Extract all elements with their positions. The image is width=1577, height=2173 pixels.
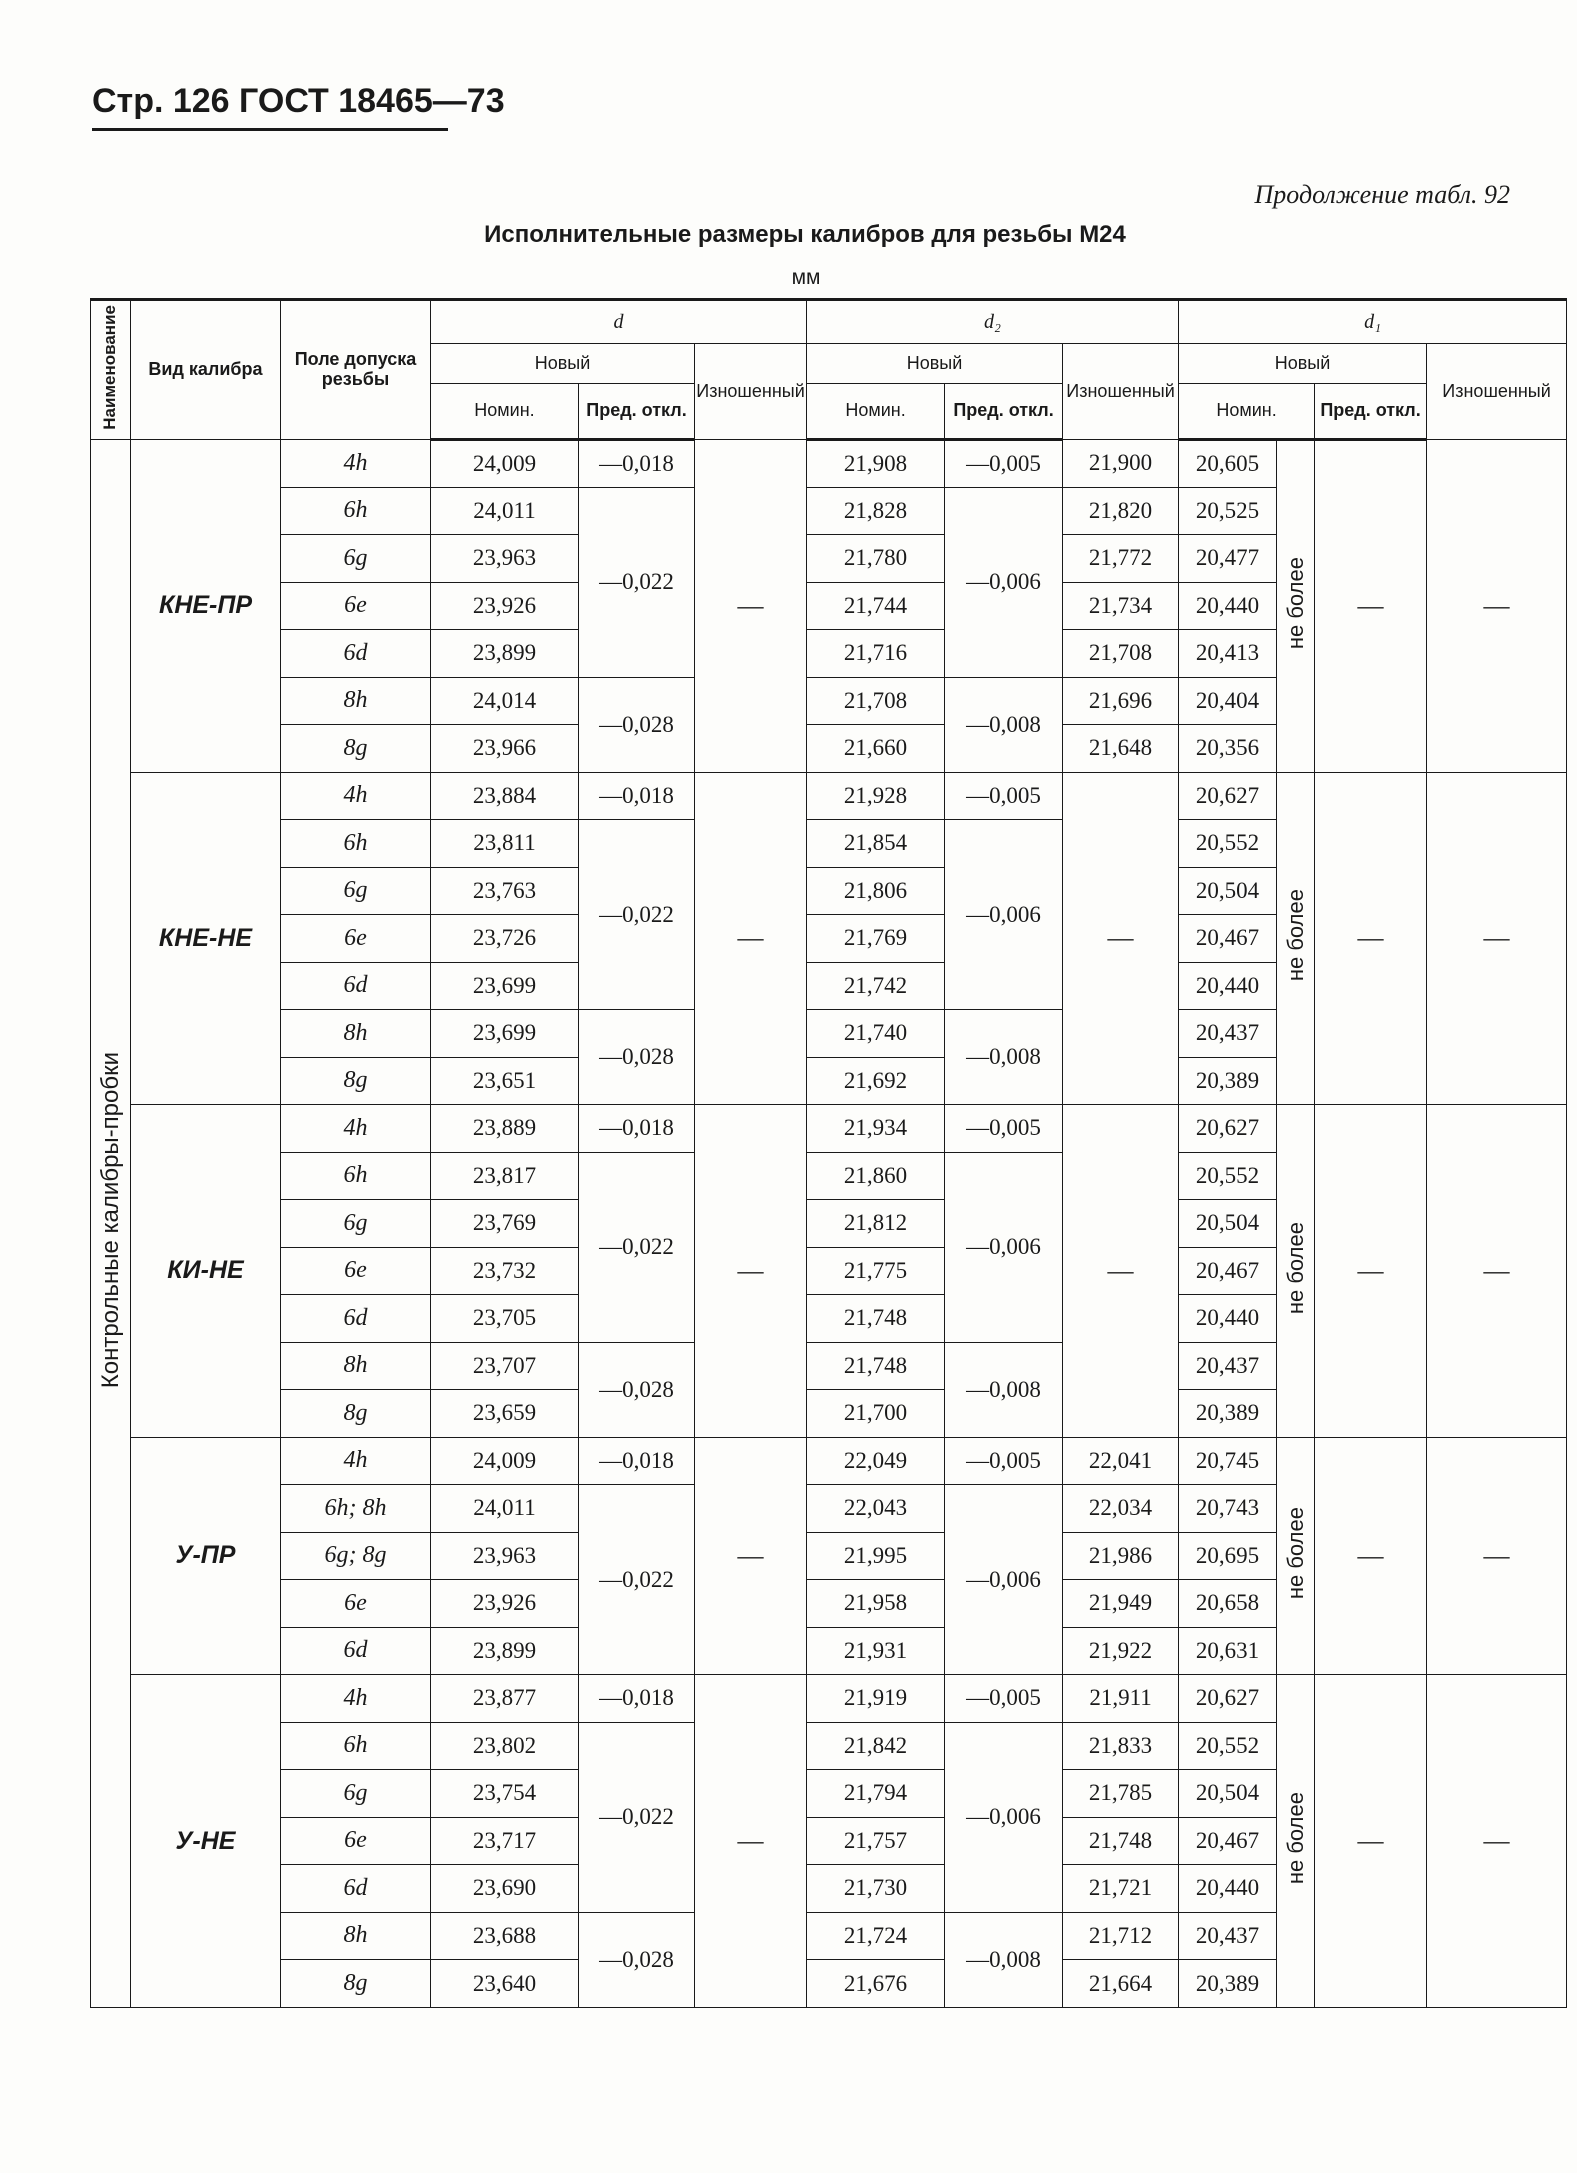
- d-nominal: 24,014: [431, 677, 579, 725]
- d-deviation: —0,022: [579, 1152, 695, 1342]
- d-nominal: 23,899: [431, 1627, 579, 1675]
- d1-header: d₁: [1179, 300, 1567, 344]
- d1-nominal: 20,695: [1179, 1532, 1277, 1580]
- d2-worn: 21,772: [1063, 535, 1179, 583]
- table-continuation: Продолжение табл. 92: [1254, 180, 1510, 209]
- d2-worn: 21,721: [1063, 1865, 1179, 1913]
- tolerance-field: 6h: [281, 820, 431, 868]
- d-nominal: 23,732: [431, 1247, 579, 1295]
- d2-worn: —: [1063, 1105, 1179, 1438]
- tolerance-field: 6e: [281, 1247, 431, 1295]
- d2-nominal: 21,742: [807, 962, 945, 1010]
- d2-nominal: 21,730: [807, 1865, 945, 1913]
- d1-nominal: 20,440: [1179, 962, 1277, 1010]
- d-nominal: 23,707: [431, 1342, 579, 1390]
- group-label-cell: [91, 440, 131, 2008]
- d1-nominal: 20,525: [1179, 487, 1277, 535]
- d2-nominal: 21,716: [807, 630, 945, 678]
- d1-nominal: 20,440: [1179, 1295, 1277, 1343]
- d2-nominal: 21,744: [807, 582, 945, 630]
- d-worn: —: [695, 1105, 807, 1438]
- d1-deviation: —: [1315, 772, 1427, 1105]
- not-more-text: не более: [1282, 1791, 1308, 1885]
- unit-label: мм: [791, 266, 821, 289]
- d2-nominal: 21,676: [807, 1960, 945, 2008]
- table-row: [91, 1105, 1567, 1153]
- gauge-dimensions-table: [90, 298, 1567, 2008]
- d1-nominal: 20,605: [1179, 440, 1277, 488]
- tolerance-field: 6h: [281, 1152, 431, 1200]
- d2-deviation: —0,005: [945, 1437, 1063, 1485]
- d-deviation: —0,018: [579, 440, 695, 488]
- tolerance-field: 6e: [281, 1580, 431, 1628]
- d-nominal: 23,926: [431, 582, 579, 630]
- d1-nominal: 20,477: [1179, 535, 1277, 583]
- d1-not-more: [1277, 772, 1315, 1105]
- not-more-text: не более: [1282, 1221, 1308, 1314]
- d-nominal: 23,640: [431, 1960, 579, 2008]
- kind-header: Вид калибра: [131, 300, 281, 440]
- d2-nominal: 21,806: [807, 867, 945, 915]
- gauge-kind: КИ-НЕ: [131, 1105, 281, 1438]
- d2-worn: 21,833: [1063, 1722, 1179, 1770]
- d1-not-more: [1277, 1437, 1315, 1675]
- d-nominal: 24,009: [431, 440, 579, 488]
- tolerance-field: 6h: [281, 1722, 431, 1770]
- d2-worn: 21,648: [1063, 725, 1179, 773]
- d1-deviation-header: Пред. откл.: [1315, 384, 1427, 440]
- d-nominal: 23,884: [431, 772, 579, 820]
- tolerance-field: 8h: [281, 1010, 431, 1058]
- d1-deviation: —: [1315, 1675, 1427, 2008]
- d1-nominal: 20,658: [1179, 1580, 1277, 1628]
- d2-worn: 21,900: [1063, 440, 1179, 488]
- d2-nominal: 21,931: [807, 1627, 945, 1675]
- d2-nominal: 21,995: [807, 1532, 945, 1580]
- d-worn: —: [695, 440, 807, 773]
- tolerance-field: 6d: [281, 1865, 431, 1913]
- d2-deviation: —0,005: [945, 772, 1063, 820]
- d1-nominal: 20,504: [1179, 1200, 1277, 1248]
- d1-not-more: [1277, 440, 1315, 773]
- d2-nominal: 21,692: [807, 1057, 945, 1105]
- d2-nominal: 21,748: [807, 1342, 945, 1390]
- tolerance-field: 6g; 8g: [281, 1532, 431, 1580]
- d-nominal: 23,699: [431, 1010, 579, 1058]
- table-row: [91, 772, 1567, 820]
- d2-nominal: 21,860: [807, 1152, 945, 1200]
- d2-nominal: 21,854: [807, 820, 945, 868]
- d2-deviation: —0,006: [945, 820, 1063, 1010]
- d2-deviation: —0,005: [945, 1105, 1063, 1153]
- d2-deviation-header: Пред. откл.: [945, 384, 1063, 440]
- d-nominal: 23,877: [431, 1675, 579, 1723]
- d2-worn-header: Изношенный: [1063, 344, 1179, 440]
- d2-nominal: 21,908: [807, 440, 945, 488]
- tolerance-field: 4h: [281, 1105, 431, 1153]
- d-deviation: —0,028: [579, 677, 695, 772]
- table-row: [91, 1437, 1567, 1485]
- d2-deviation: —0,008: [945, 1010, 1063, 1105]
- d1-nominal: 20,467: [1179, 915, 1277, 963]
- header-rule: [92, 128, 448, 131]
- d1-nominal: 20,440: [1179, 582, 1277, 630]
- tolerance-field: 4h: [281, 1675, 431, 1723]
- tolerance-field: 6g: [281, 1770, 431, 1818]
- d1-not-more: [1277, 1105, 1315, 1438]
- tolerance-field: 6d: [281, 1627, 431, 1675]
- d2-worn: 21,949: [1063, 1580, 1179, 1628]
- tolerance-field: 8g: [281, 1057, 431, 1105]
- d1-new-header: Новый: [1179, 344, 1427, 384]
- d-deviation: —0,028: [579, 1912, 695, 2008]
- d1-not-more: [1277, 1675, 1315, 2008]
- d1-nominal: 20,627: [1179, 1105, 1277, 1153]
- d1-nominal: 20,504: [1179, 867, 1277, 915]
- d-nominal: 23,705: [431, 1295, 579, 1343]
- d1-nominal: 20,552: [1179, 1152, 1277, 1200]
- tolerance-field: 6h: [281, 487, 431, 535]
- d1-deviation: —: [1315, 1437, 1427, 1675]
- name-header: [91, 300, 131, 440]
- d-nominal: 23,699: [431, 962, 579, 1010]
- d2-deviation: —0,008: [945, 677, 1063, 772]
- d2-nominal: 21,780: [807, 535, 945, 583]
- tolerance-field: 8g: [281, 725, 431, 773]
- d-nominal: 23,966: [431, 725, 579, 773]
- d-nominal: 23,963: [431, 535, 579, 583]
- d-deviation: —0,028: [579, 1010, 695, 1105]
- d2-nominal: 21,740: [807, 1010, 945, 1058]
- tolerance-field: 8g: [281, 1960, 431, 2008]
- d2-worn: 21,734: [1063, 582, 1179, 630]
- tolerance-field: 4h: [281, 1437, 431, 1485]
- table-row: [91, 1675, 1567, 1723]
- d-deviation: —0,018: [579, 1105, 695, 1153]
- tolerance-field: 6g: [281, 867, 431, 915]
- group-label-text: Контрольные калибры-пробки: [96, 1052, 124, 1389]
- d2-deviation: —0,005: [945, 440, 1063, 488]
- d-deviation: —0,022: [579, 1722, 695, 1912]
- d-nominal-header: Номин.: [431, 384, 579, 440]
- d1-nominal: 20,467: [1179, 1817, 1277, 1865]
- d1-nominal: 20,413: [1179, 630, 1277, 678]
- tolerance-field: 4h: [281, 772, 431, 820]
- d-deviation: —0,028: [579, 1342, 695, 1437]
- d-nominal: 23,763: [431, 867, 579, 915]
- d1-nominal: 20,437: [1179, 1912, 1277, 1960]
- d-nominal: 23,659: [431, 1390, 579, 1438]
- d2-deviation: —0,006: [945, 1152, 1063, 1342]
- d1-nominal: 20,631: [1179, 1627, 1277, 1675]
- d2-nominal: 21,794: [807, 1770, 945, 1818]
- tolerance-field: 4h: [281, 440, 431, 488]
- d-nominal: 23,726: [431, 915, 579, 963]
- d2-nominal: 21,757: [807, 1817, 945, 1865]
- d1-worn: —: [1427, 1675, 1567, 2008]
- d1-nominal: 20,745: [1179, 1437, 1277, 1485]
- d-deviation: —0,022: [579, 487, 695, 677]
- d2-deviation: —0,008: [945, 1912, 1063, 2008]
- d2-nominal: 21,934: [807, 1105, 945, 1153]
- table-title: Исполнительные размеры калибров для резьбы М24: [484, 221, 1126, 248]
- d1-deviation: —: [1315, 440, 1427, 773]
- d2-worn: 21,664: [1063, 1960, 1179, 2008]
- d2-nominal: 21,928: [807, 772, 945, 820]
- d1-nominal: 20,504: [1179, 1770, 1277, 1818]
- d-deviation: —0,022: [579, 820, 695, 1010]
- d2-nominal: 21,775: [807, 1247, 945, 1295]
- d1-nominal-header: Номин.: [1179, 384, 1315, 440]
- d1-nominal: 20,552: [1179, 820, 1277, 868]
- d-header: d: [431, 300, 807, 344]
- gauge-kind: У-ПР: [131, 1437, 281, 1675]
- d1-worn-header: Изношенный: [1427, 344, 1567, 440]
- d-nominal: 23,690: [431, 1865, 579, 1913]
- d1-nominal: 20,627: [1179, 1675, 1277, 1723]
- d2-nominal: 21,842: [807, 1722, 945, 1770]
- d-nominal: 23,688: [431, 1912, 579, 1960]
- gauge-kind: КНЕ-НЕ: [131, 772, 281, 1105]
- d1-nominal: 20,627: [1179, 772, 1277, 820]
- tolerance-field: 6g: [281, 1200, 431, 1248]
- d-deviation: —0,018: [579, 1675, 695, 1723]
- table-row: [91, 440, 1567, 488]
- d2-nominal: 22,043: [807, 1485, 945, 1533]
- tolerance-field: 6h; 8h: [281, 1485, 431, 1533]
- d2-header: d₂: [807, 300, 1179, 344]
- d1-nominal: 20,404: [1179, 677, 1277, 725]
- d-worn-header: Изношенный: [695, 344, 807, 440]
- tolerance-field: 6d: [281, 962, 431, 1010]
- d-nominal: 24,011: [431, 1485, 579, 1533]
- tolerance-field-header: Поле допуска резьбы: [281, 300, 431, 440]
- d1-nominal: 20,356: [1179, 725, 1277, 773]
- d-deviation: —0,018: [579, 1437, 695, 1485]
- header-row-1: [91, 300, 1567, 344]
- d1-worn: —: [1427, 440, 1567, 773]
- d1-nominal: 20,437: [1179, 1010, 1277, 1058]
- d2-worn: 21,712: [1063, 1912, 1179, 1960]
- tolerance-field: 6d: [281, 630, 431, 678]
- not-more-text: не более: [1282, 889, 1308, 982]
- d2-worn: 21,986: [1063, 1532, 1179, 1580]
- d2-nominal: 21,660: [807, 725, 945, 773]
- name-header-text: Наименование: [100, 305, 120, 430]
- d1-worn: —: [1427, 1105, 1567, 1438]
- d-worn: —: [695, 772, 807, 1105]
- d2-worn: 21,911: [1063, 1675, 1179, 1723]
- d-nominal: 23,802: [431, 1722, 579, 1770]
- tolerance-field: 8h: [281, 1342, 431, 1390]
- tolerance-field: 6d: [281, 1295, 431, 1343]
- d1-nominal: 20,743: [1179, 1485, 1277, 1533]
- d2-worn: 21,696: [1063, 677, 1179, 725]
- d2-deviation: —0,006: [945, 1485, 1063, 1675]
- d2-nominal: 21,919: [807, 1675, 945, 1723]
- d1-nominal: 20,389: [1179, 1390, 1277, 1438]
- d-nominal: 23,717: [431, 1817, 579, 1865]
- not-more-text: не более: [1282, 1506, 1308, 1599]
- d-deviation: —0,018: [579, 772, 695, 820]
- d2-nominal: 21,828: [807, 487, 945, 535]
- d2-worn: 21,748: [1063, 1817, 1179, 1865]
- d-worn: —: [695, 1675, 807, 2008]
- d-worn: —: [695, 1437, 807, 1675]
- tolerance-field: 8h: [281, 1912, 431, 1960]
- d2-deviation: —0,006: [945, 1722, 1063, 1912]
- d-nominal: 24,011: [431, 487, 579, 535]
- tolerance-field: 6g: [281, 535, 431, 583]
- d-nominal: 23,651: [431, 1057, 579, 1105]
- tolerance-field: 6e: [281, 582, 431, 630]
- gauge-kind: У-НЕ: [131, 1675, 281, 2008]
- d2-nominal: 21,769: [807, 915, 945, 963]
- d2-worn: 21,708: [1063, 630, 1179, 678]
- d2-nominal: 22,049: [807, 1437, 945, 1485]
- d2-worn: —: [1063, 772, 1179, 1105]
- d2-deviation: —0,006: [945, 487, 1063, 677]
- d-deviation-header: Пред. откл.: [579, 384, 695, 440]
- d-nominal: 24,009: [431, 1437, 579, 1485]
- tolerance-field: 6e: [281, 1817, 431, 1865]
- d1-nominal: 20,437: [1179, 1342, 1277, 1390]
- d1-nominal: 20,552: [1179, 1722, 1277, 1770]
- d-nominal: 23,926: [431, 1580, 579, 1628]
- d2-nominal: 21,700: [807, 1390, 945, 1438]
- d2-nominal: 21,708: [807, 677, 945, 725]
- d2-worn: 21,922: [1063, 1627, 1179, 1675]
- not-more-text: не более: [1282, 557, 1308, 650]
- d2-nominal: 21,812: [807, 1200, 945, 1248]
- tolerance-field: 8g: [281, 1390, 431, 1438]
- d2-worn: 21,820: [1063, 487, 1179, 535]
- d2-worn: 22,034: [1063, 1485, 1179, 1533]
- d-nominal: 23,817: [431, 1152, 579, 1200]
- d1-nominal: 20,467: [1179, 1247, 1277, 1295]
- d1-deviation: —: [1315, 1105, 1427, 1438]
- d-nominal: 23,963: [431, 1532, 579, 1580]
- d-deviation: —0,022: [579, 1485, 695, 1675]
- d2-nominal-header: Номин.: [807, 384, 945, 440]
- d1-worn: —: [1427, 1437, 1567, 1675]
- tolerance-field: 6e: [281, 915, 431, 963]
- d-nominal: 23,889: [431, 1105, 579, 1153]
- gauge-kind: КНЕ-ПР: [131, 440, 281, 773]
- d-nominal: 23,769: [431, 1200, 579, 1248]
- d1-nominal: 20,440: [1179, 1865, 1277, 1913]
- d-nominal: 23,754: [431, 1770, 579, 1818]
- d2-worn: 21,785: [1063, 1770, 1179, 1818]
- tolerance-field: 8h: [281, 677, 431, 725]
- d2-nominal: 21,724: [807, 1912, 945, 1960]
- d-new-header: Новый: [431, 344, 695, 384]
- d2-deviation: —0,008: [945, 1342, 1063, 1437]
- d2-nominal: 21,748: [807, 1295, 945, 1343]
- d-nominal: 23,811: [431, 820, 579, 868]
- d2-deviation: —0,005: [945, 1675, 1063, 1723]
- d2-nominal: 21,958: [807, 1580, 945, 1628]
- d1-nominal: 20,389: [1179, 1057, 1277, 1105]
- d1-nominal: 20,389: [1179, 1960, 1277, 2008]
- d2-new-header: Новый: [807, 344, 1063, 384]
- page-header: Стр. 126 ГОСТ 18465—73: [92, 82, 505, 120]
- d-nominal: 23,899: [431, 630, 579, 678]
- d2-worn: 22,041: [1063, 1437, 1179, 1485]
- d1-worn: —: [1427, 772, 1567, 1105]
